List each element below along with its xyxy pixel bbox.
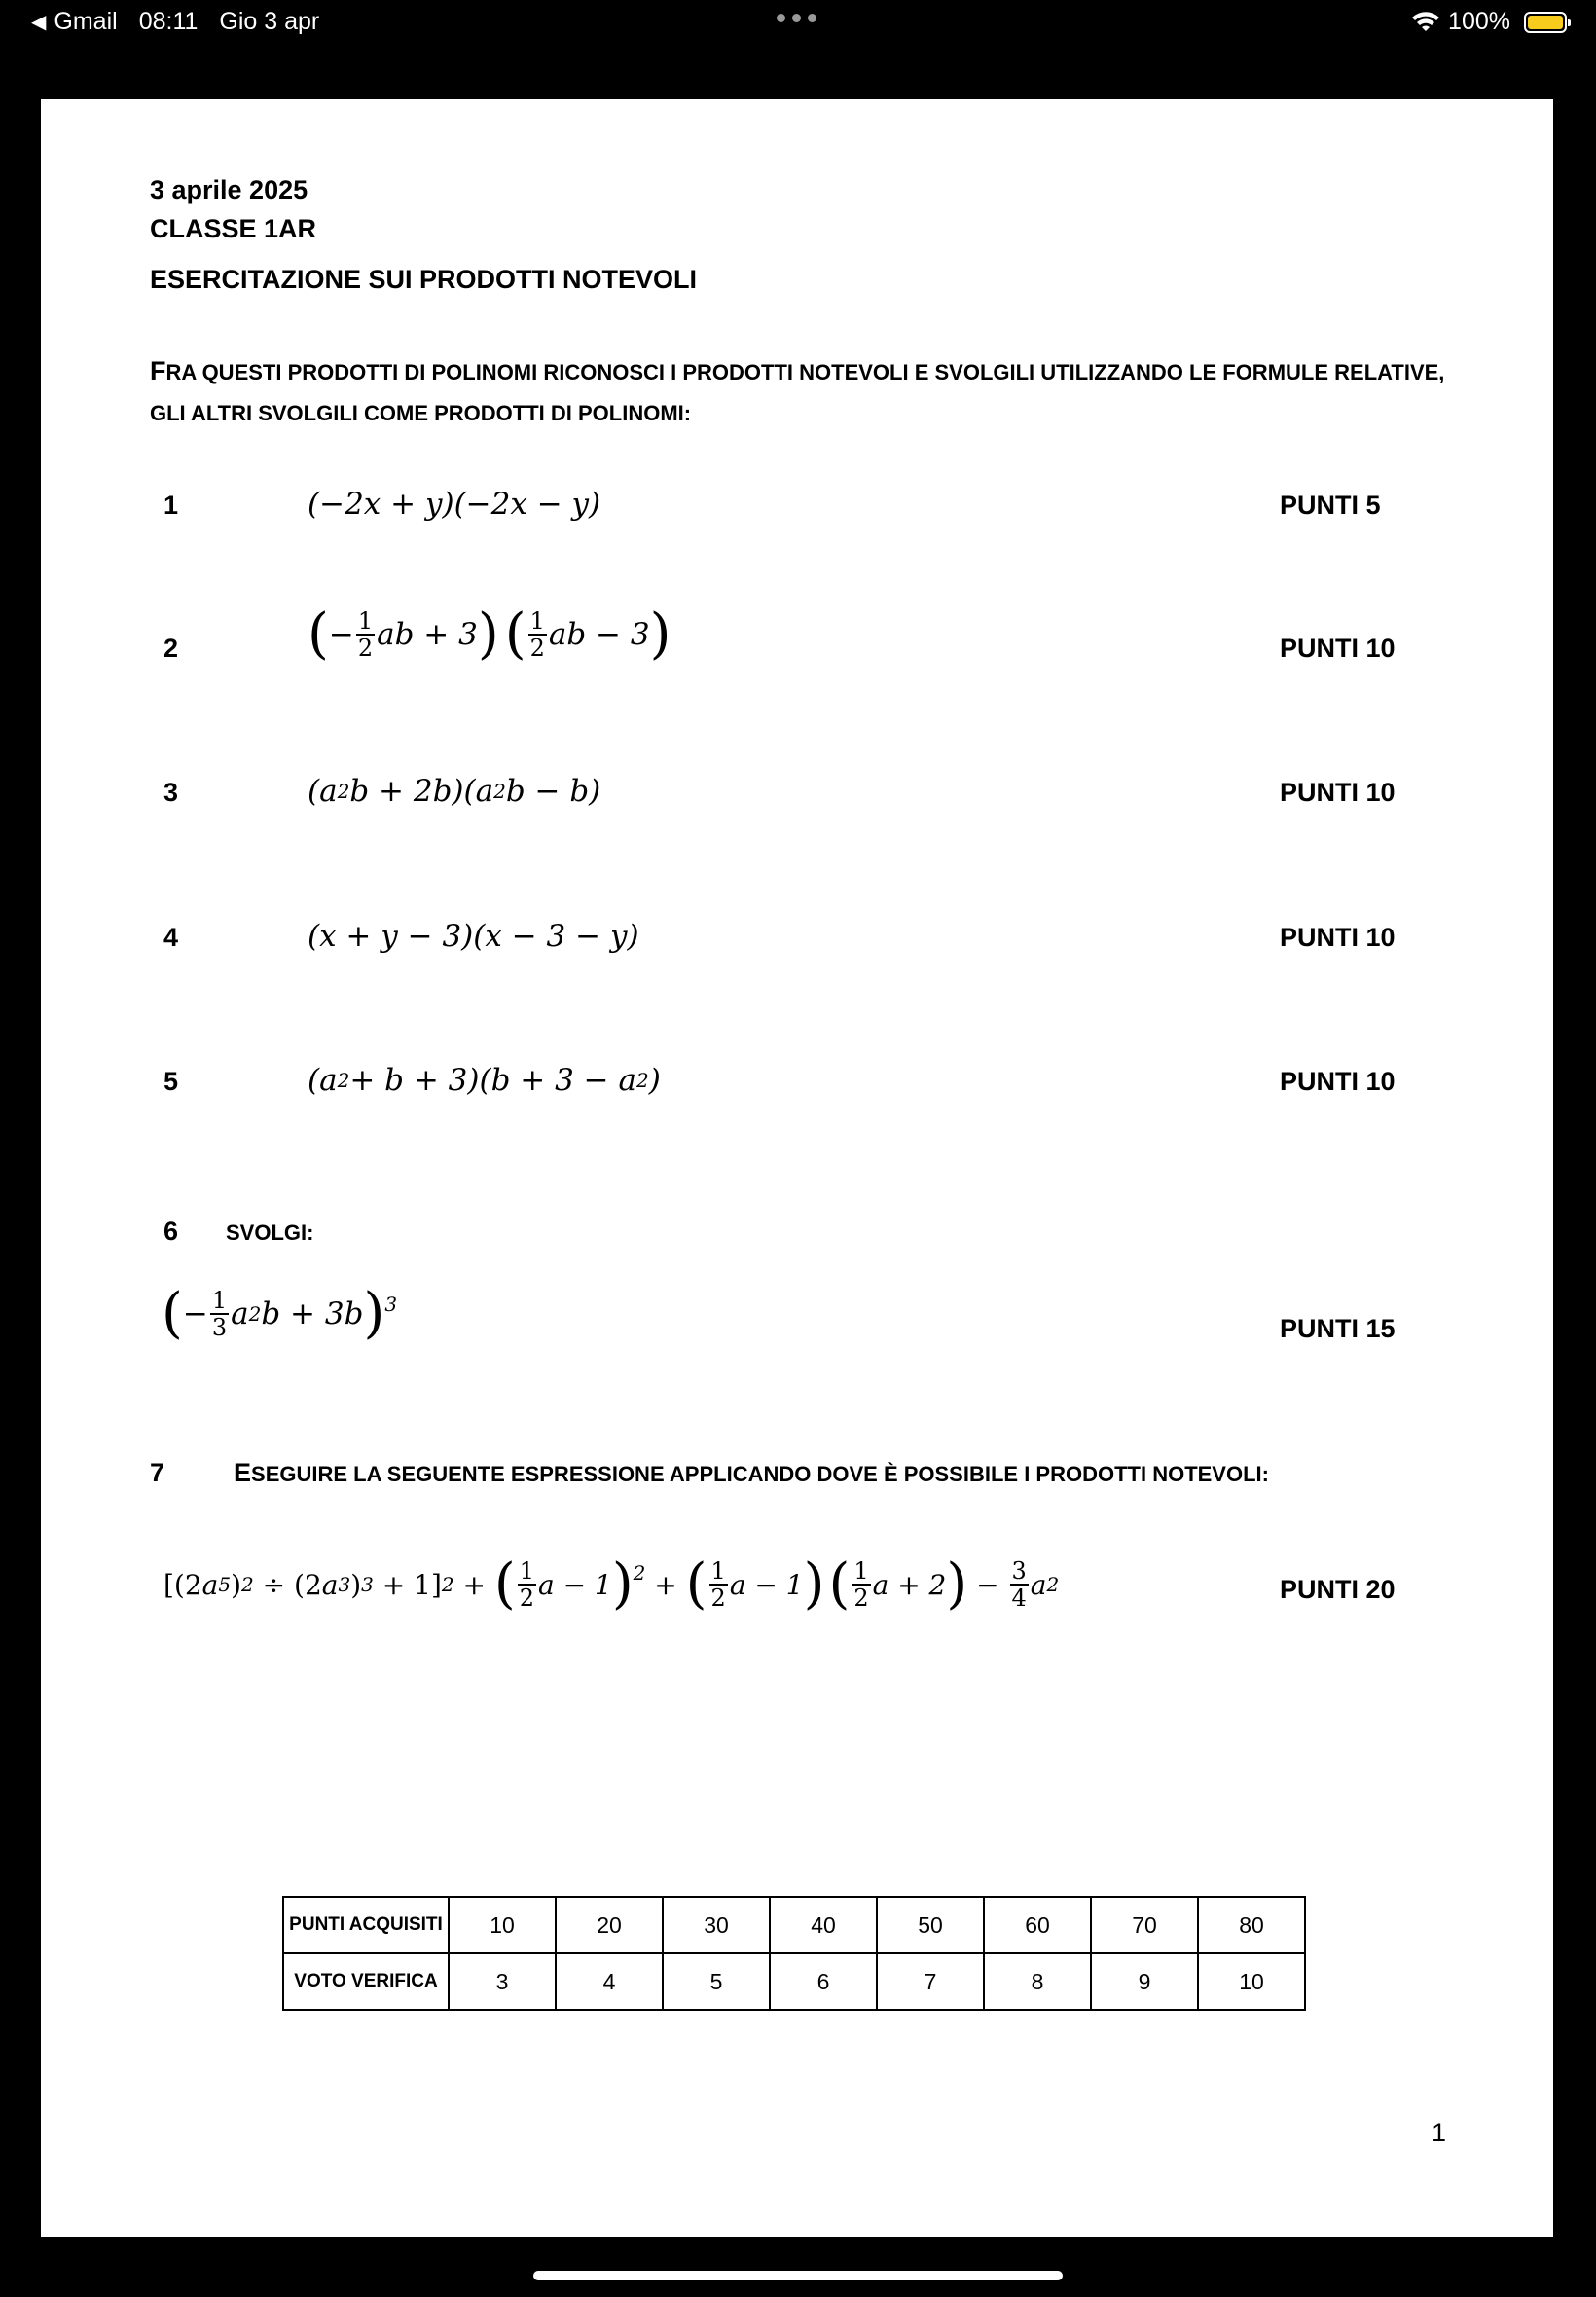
table-cell: 9 [1091, 1953, 1198, 2010]
wifi-icon [1411, 12, 1440, 33]
table-cell: 5 [663, 1953, 770, 2010]
doc-date: 3 aprile 2025 [150, 175, 308, 204]
battery-icon [1524, 12, 1567, 33]
exercise-number: 3 [163, 778, 179, 807]
doc-title: ESERCITAZIONE SUI PRODOTTI NOTEVOLI [150, 265, 698, 294]
home-indicator[interactable] [533, 2271, 1063, 2280]
exercise-number: 6 [163, 1217, 179, 1246]
document-page [41, 99, 1553, 2237]
table-header-cell: PUNTI ACQUISITI [283, 1897, 449, 1953]
page-number: 1 [1432, 2118, 1447, 2147]
points-label: PUNTI 15 [1280, 1314, 1396, 1343]
table-cell: 40 [770, 1897, 877, 1953]
points-label: PUNTI 10 [1280, 1067, 1396, 1096]
table-cell: 6 [770, 1953, 877, 2010]
points-label: PUNTI 10 [1280, 634, 1396, 663]
exercise-label: ESEGUIRE LA SEGUENTE ESPRESSIONE APPLICANDO DOVE È POSSIBILE I PRODOTTI NOTEVOLI: [234, 1458, 1269, 1487]
back-app-label[interactable]: Gmail [54, 8, 118, 35]
status-time: 08:11 [138, 8, 199, 35]
exercise-number: 7 [150, 1458, 165, 1487]
back-arrow-icon[interactable]: ◀ [31, 12, 47, 33]
points-label: PUNTI 20 [1280, 1575, 1396, 1604]
formula-2: ( − $\frac{1}{2}$ ab + 3 ) ( $\frac{1}{2}$ ab − 3 ) [308, 602, 671, 666]
exercise-label: SVOLGI: [226, 1221, 314, 1245]
formula-7: [(2 a 5 ) 2 ÷ (2 a 3 ) 3 + 1] 2 + ( $\frac{1}{2}$ a − 1 ) $^2$ + ( $\frac{1}{2}$ a − 1 ) ( $\frac{1}{2}$ a + 2 ) − $\frac{3}{4}$ a 2 [163, 1552, 1060, 1616]
formula-6: ( − $\frac{1}{3}$ a 2 b + 3b ) $^3$ [162, 1282, 398, 1345]
points-label: PUNTI 5 [1280, 491, 1381, 520]
grade-table [282, 1896, 1306, 2011]
formula-4: (x + y − 3)(x − 3 − y) [308, 919, 639, 954]
doc-class: CLASSE 1AR [150, 214, 317, 243]
table-cell: 20 [556, 1897, 663, 1953]
battery-percent: 100% [1448, 8, 1510, 35]
table-cell: 3 [449, 1953, 556, 2010]
table-cell: 10 [449, 1897, 556, 1953]
table-header-cell: VOTO VERIFICA [283, 1953, 449, 2010]
table-row [283, 1953, 1305, 2010]
status-date: Gio 3 apr [219, 8, 320, 35]
table-cell: 30 [663, 1897, 770, 1953]
table-cell: 8 [984, 1953, 1091, 2010]
points-label: PUNTI 10 [1280, 923, 1396, 952]
table-cell: 10 [1198, 1953, 1305, 2010]
exercise-number: 1 [163, 491, 179, 520]
exercise-number: 5 [163, 1067, 179, 1096]
formula-5: (a 2 + b + 3)(b + 3 − a 2 ) [308, 1063, 661, 1098]
exercise-number: 2 [163, 634, 179, 663]
instructions: FRA QUESTI PRODOTTI DI POLINOMI RICONOSCI I PRODOTTI NOTEVOLI E SVOLGILI UTILIZZANDO LE FORMULE RELATIVE, GLI ALTRI SVOLGILI COME PRODOTTI DI POLINOMI: [150, 356, 1445, 425]
formula-1: (−2x + y)(−2x − y) [308, 487, 601, 522]
table-cell: 7 [877, 1953, 984, 2010]
table-cell: 80 [1198, 1897, 1305, 1953]
status-bar [0, 0, 1596, 47]
formula-3: (a 2 b + 2b)(a 2 b − b) [308, 774, 601, 809]
table-cell: 50 [877, 1897, 984, 1953]
points-label: PUNTI 10 [1280, 778, 1396, 807]
exercise-number: 4 [163, 923, 179, 952]
multitasking-dots-icon[interactable] [777, 14, 816, 22]
table-cell: 70 [1091, 1897, 1198, 1953]
table-cell: 4 [556, 1953, 663, 2010]
table-row [283, 1897, 1305, 1953]
table-cell: 60 [984, 1897, 1091, 1953]
